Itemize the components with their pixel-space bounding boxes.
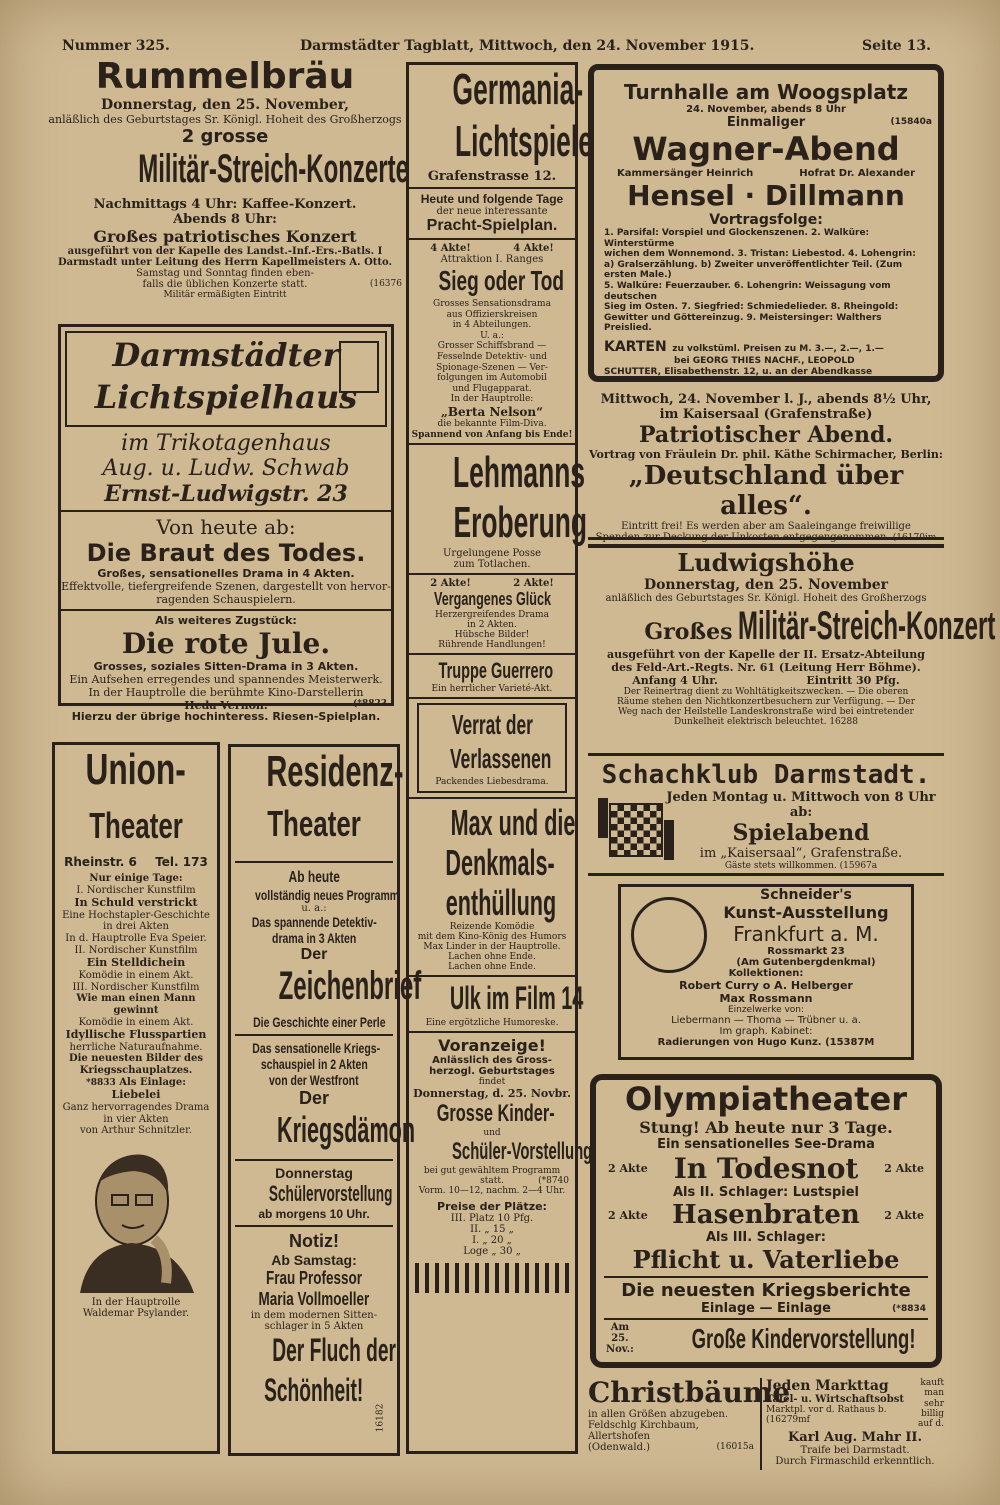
lichtspielhaus-desc-6: In der Hauptrolle die berühmte Kino-Darstellerin	[88, 686, 364, 699]
olympia-einlage: Einlage — Einlage	[701, 1301, 831, 1316]
schachklub-ad	[588, 760, 944, 876]
rummelbraeu-evening: Abends 8 Uhr:	[173, 212, 277, 227]
ludwig-title: Ludwigshöhe	[588, 544, 944, 577]
germania-z1: Voranzeige!	[438, 1036, 546, 1056]
union-ref: *8833	[86, 1078, 116, 1089]
ludwig-line-5: ausgeführt von der Kapelle der II. Ersatz-Abteilung	[607, 648, 925, 661]
lichtspielhaus-logo-2: Lichtspielhaus	[94, 378, 358, 416]
residenz-line-22: schlager in 5 Akten	[264, 1321, 364, 1332]
residenz-line-5: drama in 3 Akten	[271, 930, 357, 946]
union-film-5: Liebelei	[111, 1087, 161, 1101]
page-number: Seite 13.	[862, 38, 931, 54]
olympia-line-5: Als II. Schlager: Lustspiel	[673, 1185, 859, 1200]
rummelbraeu-grosse: 2 grosse	[181, 126, 269, 147]
patriot-line-1: Mittwoch, 24. November l. J., abends 8½ Uhr,	[600, 392, 932, 407]
turnhalle-einmaliger: Einmaliger	[726, 115, 806, 130]
schach-guests: Gäste stets willkommen.	[724, 861, 837, 871]
residenz-line-15: Schülervorstellung	[268, 1181, 393, 1206]
rummelbraeu-times: Nachmittags 4 Uhr: Kaffee-Konzert.	[93, 197, 357, 212]
union-line-7: II. Nordischer Kunstfilm	[74, 944, 198, 956]
residenz-line-1: Ab heute	[288, 869, 340, 886]
germania-s15: die bekannte Film-Diva.	[437, 419, 547, 430]
olympia-acts-3: 2 Akte	[608, 1208, 648, 1222]
schneider-names: Liebermann — Thoma — Trübner u. a.	[671, 1015, 861, 1026]
lichtspielhaus-footer: Hierzu der übrige hochinteress. Riesen-Spielplan.	[71, 710, 381, 723]
patriot-talk: „Deutschland über alles“.	[628, 461, 904, 521]
germania-acts-2a: 2 Akte!	[430, 578, 471, 590]
schneider-artists-2: Max Rossmann	[719, 992, 813, 1005]
christ-line-2: in allen Größen abzugeben.	[588, 1409, 729, 1420]
rummelbraeu-line5: Militär ermäßigten Eintritt	[163, 290, 287, 300]
germania-price-3: I. „ 20 „	[472, 1235, 512, 1247]
germania-s16: Spannend von Anfang bis Ende!	[411, 429, 573, 440]
olympiatheater-ad	[590, 1074, 942, 1368]
turnhalle-event: Wagner-Abend	[632, 130, 900, 168]
schach-spielabend: Spielabend	[732, 820, 870, 846]
portrait-caption-2: Waldemar Psylander.	[82, 1308, 190, 1320]
lichtspielhaus-desc-2: Effektvolle, tiefergreifende Szenen, dargestellt von hervor-	[61, 580, 391, 593]
germania-z5: Donnerstag, d. 25. Novbr.	[413, 1087, 571, 1101]
turnhalle-v4: 5. Walküre: Feuerzauber. 6. Lohengrin: Weissagung vom deutschen	[604, 281, 891, 302]
olympia-film-1: In Todesnot	[673, 1152, 859, 1185]
residenz-line-4: Das spannende Detektiv-	[251, 914, 377, 930]
turnhalle-k3: bei GEORG THIES NACHF., LEOPOLD	[674, 355, 855, 366]
turnhalle-title: Turnhalle am Woogsplatz	[624, 80, 908, 104]
turnhalle-k4: SCHUTTER, Elisabethenstr. 12, u. an der Abendkasse	[604, 366, 873, 377]
germania-troupe-desc: Ein herrlicher Varieté-Akt.	[431, 684, 553, 695]
union-line-15: Die neuesten Bilder des	[68, 1053, 204, 1065]
germania-s13: In der Hauptrolle:	[450, 394, 534, 405]
mahr-sign: Durch Firmaschild erkenntlich.	[775, 1455, 935, 1467]
residenz-film-1: Zeichenbrief	[278, 964, 422, 1008]
residenz-notiz: Notiz!	[289, 1231, 339, 1251]
germania-program-1: Heute und folgende Tage	[420, 192, 564, 206]
mahr-line-2: Tafel- u. Wirtschaftsobst	[766, 1394, 904, 1405]
lichtspielhaus-film-1: Die Braut des Todes.	[86, 539, 366, 567]
olympia-line-7: Als III. Schlager:	[705, 1230, 827, 1245]
patriot-line-7: Spenden zur Deckung der Unkosten entgegengenommen.	[595, 532, 890, 543]
germania-z3: herzogl. Geburtstages	[429, 1066, 555, 1078]
germania-max-3: enthüllung	[445, 882, 557, 924]
patriot-speaker: Vortrag von Fräulein Dr. phil. Käthe Schirmacher, Berlin:	[589, 448, 943, 461]
germania-z2: Anlässlich des Gross-	[432, 1055, 552, 1067]
rummelbraeu-line4: falls die üblichen Konzerte statt.	[142, 279, 308, 290]
germania-z9: bei gut gewähltem Programm	[423, 1166, 561, 1177]
residenz-line-16: ab morgens 10 Uhr.	[258, 1207, 370, 1221]
rummelbraeu-ad	[48, 56, 409, 318]
residenz-film-2: Kriegsdämon	[277, 1109, 416, 1150]
germania-s11: folgungen im Automobil	[437, 373, 547, 384]
ludwig-start: Anfang 4 Uhr.	[632, 674, 718, 687]
schach-title: Schachklub Darmstadt.	[601, 760, 931, 790]
germania-v6: Rührende Handlungen!	[438, 640, 546, 651]
union-line-21: in vier Akten	[103, 1113, 169, 1125]
germania-z8: Schüler-Vorstellung	[451, 1138, 593, 1166]
union-line-1: Nur einige Tage:	[89, 873, 183, 884]
chessboard-icon	[598, 798, 674, 862]
ludwig-line-9: Der Reinertrag dient zu Wohltätigkeitszwecken. — Die oberen	[623, 687, 909, 697]
lichtspielhaus-location-1: im Trikotagenhaus	[121, 431, 331, 456]
union-line-2: I. Nordischer Kunstfilm	[76, 884, 196, 896]
residenz-line-12: Der	[298, 1088, 329, 1108]
mahr-line-3: Marktpl. vor d. Rathaus b.	[766, 1405, 887, 1415]
rummelbraeu-line3: Samstag und Sonntag finden eben-	[136, 268, 314, 279]
germania-m8: Lachen ohne Ende.	[448, 962, 536, 973]
turnhalle-v2: wichen dem Wonnemond. 3. Tristan: Liebestod. 4. Lohengrin:	[604, 249, 916, 260]
turnhalle-karten: KARTEN	[604, 339, 667, 356]
christ-title: Christbäume	[588, 1376, 791, 1409]
union-line-22: von Arthur Schnitzler.	[80, 1125, 192, 1137]
germania-m5: mit dem Kino-König des Humors	[417, 932, 567, 943]
schneider-works: Einzelwerke von:	[727, 1005, 805, 1015]
ludwig-line-11: Weg nach der Heilstelle Landeskronstraße wird bei eintretender	[618, 707, 914, 717]
union-film-3: Wie man einen Mann gewinnt	[76, 993, 196, 1017]
patriot-line-2: im Kaisersaal (Grafenstraße)	[659, 407, 873, 422]
germania-program-3: Pracht-Spielplan.	[426, 217, 558, 234]
union-line-18: Als Einlage:	[119, 1077, 186, 1089]
rummelbraeu-line2: Darmstadt unter Leitung des Herrn Kapellmeisters A. Otto.	[58, 257, 392, 268]
residenz-line-3: u. a.:	[301, 903, 327, 914]
olympia-line-3: Ein sensationelles See-Drama	[657, 1137, 875, 1152]
residenz-line-8: Die Geschichte einer Perle	[253, 1014, 386, 1030]
turnhalle-v1: 1. Parsifal: Vorspiel und Glockenszenen. 2. Walküre: Winterstürme	[604, 228, 870, 249]
union-line-9: Komödie in einem Akt.	[78, 969, 194, 981]
germania-z10: statt.	[480, 1176, 504, 1187]
ludwig-line-12: Dunkelheit elektrisch beleuchtet.	[674, 717, 827, 727]
ludwig-line-6: des Feld-Art.-Regts. Nr. 61 (Leitung Herr Böhme).	[611, 661, 921, 674]
lichtspielhaus-desc-4: Grosses, soziales Sitten-Drama in 3 Akten.	[93, 660, 359, 673]
turnhalle-program: Vortragsfolge:	[709, 212, 823, 228]
ludwig-grosses: Großes	[644, 619, 733, 645]
olympia-acts-4: 2 Akte	[884, 1208, 924, 1222]
germania-s9: Fesselnde Detektiv- und	[436, 352, 548, 363]
germania-ulk: Ulk im Film 14	[449, 980, 584, 1017]
residenz-line-14: Donnerstag	[275, 1165, 353, 1181]
turnhalle-ref: (15840a	[890, 117, 932, 127]
germania-l3: Urgelungene Posse	[443, 548, 541, 560]
residenz-ref: 16182	[375, 1403, 386, 1433]
actor-portrait	[74, 1143, 198, 1293]
germania-max-1: Max und die	[450, 802, 576, 844]
germania-m6: Max Linder in der Hauptrolle.	[423, 942, 561, 953]
residenz-line-10: schauspiel in 2 Akten	[260, 1056, 368, 1072]
turnhalle-performer-1: Kammersänger Heinrich	[616, 168, 754, 179]
germania-v5: Hübsche Bilder!	[454, 630, 530, 641]
lichtspielhaus-film-2: Die rote Jule.	[121, 627, 331, 660]
schneider-ref: (15387M	[825, 1037, 875, 1048]
ludwig-ref: 16288	[829, 717, 858, 727]
ludwig-concert: Militär-Streich-Konzert	[737, 604, 995, 648]
germania-ulk-desc: Eine ergötzliche Humoreske.	[425, 1018, 559, 1029]
schneider-collections: Kollektionen:	[728, 968, 804, 979]
germania-verrat-1: Verrat der	[451, 709, 533, 741]
germania-m4: Reizende Komödie	[449, 922, 535, 933]
germania-max-2: Denkmals-	[445, 842, 555, 884]
schneider-city: Frankfurt a. M.	[733, 922, 879, 946]
mahr-line-1: Jeden Markttag	[766, 1378, 889, 1394]
schach-location: im „Kaisersaal“, Grafenstraße.	[699, 846, 903, 861]
germania-m7: Lachen ohne Ende.	[448, 952, 536, 963]
rummelbraeu-occasion: anläßlich des Geburtstages Sr. Königl. Hoheit des Großherzogs	[48, 113, 402, 126]
wreath-emblem-icon	[631, 897, 707, 973]
union-film-2: Ein Stelldichein	[86, 955, 186, 969]
germania-film-1: Sieg oder Tod	[438, 265, 565, 296]
residenz-line-18: Ab Samstag:	[271, 1252, 357, 1268]
germania-s10: Spionage-Szenen — Ver-	[436, 362, 548, 373]
patriot-line-6: Eintritt frei! Es werden aber am Saaleingange freiwillige	[621, 521, 911, 532]
turnhalle-names: Hensel · Dillmann	[627, 179, 905, 212]
germania-title-1: Germania-	[452, 65, 584, 114]
ornament-border-icon	[415, 1263, 569, 1293]
germania-z6: Grosse Kinder-	[436, 1100, 555, 1128]
union-line-5: in drei Akten	[103, 921, 169, 933]
patriot-title: Patriotischer Abend.	[638, 422, 894, 448]
lichtspielhaus-location-2: Aug. u. Ludw. Schwab	[102, 456, 350, 481]
lichtspielhaus-desc-3: ragenden Schauspielern.	[156, 593, 296, 606]
olympia-acts-2: 2 Akte	[884, 1162, 924, 1175]
mahr-side-1: kauft man	[920, 1378, 944, 1399]
masthead-date: Darmstädter Tagblatt, Mittwoch, den 24. November 1915.	[300, 38, 755, 54]
rummelbraeu-ref: (16376	[369, 279, 402, 289]
turnhalle-v3: a) Gralserzählung. b) Zweiter unveröffentlichter Teil. (Zum ersten Male.)	[604, 259, 903, 281]
germania-z4: findet	[478, 1077, 506, 1088]
residenz-line-21: in dem modernen Sitten-	[250, 1310, 378, 1321]
germania-verrat-desc: Packendes Liebesdrama.	[435, 777, 549, 788]
germania-lehmann-2: Eroberung	[453, 498, 587, 548]
lichtspielhaus-from: Von heute ab:	[156, 515, 296, 539]
union-phone: Tel. 173	[155, 855, 208, 869]
ludwig-price: Eintritt 30 Pfg.	[806, 674, 900, 687]
germania-v4: in 2 Akten.	[467, 620, 517, 631]
union-line-16: Kriegsschauplatzes.	[79, 1065, 193, 1077]
schneider-address: Rossmarkt 23	[767, 946, 845, 957]
germania-s5: aus Offizierskreisen	[446, 309, 538, 320]
germania-attraction: Attraktion I. Ranges	[440, 254, 544, 265]
olympia-am: Am	[610, 1322, 630, 1333]
union-title-2: Theater	[89, 805, 183, 846]
union-film-4: Idyllische Flusspartien	[65, 1027, 207, 1041]
germania-troupe: Truppe Guerrero	[438, 658, 554, 684]
schach-ref: (15967a	[839, 861, 878, 871]
schneider-landmark: (Am Gutenbergdenkmal)	[736, 957, 876, 968]
olympia-acts-1: 2 Akte	[608, 1162, 648, 1175]
union-line-20: Ganz hervorragendes Drama	[62, 1101, 210, 1113]
schneider-title-1: Schneider's	[760, 887, 852, 903]
germania-s8: Grosser Schiffsbrand —	[437, 341, 547, 352]
union-address: Rheinstr. 6	[64, 855, 137, 869]
residenz-title-2: Theater	[267, 803, 361, 844]
residenz-line-6: Der	[300, 946, 328, 963]
mahr-side-2: sehr billig	[920, 1398, 944, 1420]
residenz-theater-ad	[228, 744, 422, 1456]
lichtspielhaus-further: Als weiteres Zugstück:	[155, 614, 297, 627]
ludwigshoehe-ad	[588, 544, 995, 756]
germania-s7: U. a.:	[480, 330, 504, 341]
union-film-1: In Schuld verstrickt	[74, 895, 198, 909]
germania-lehmann-1: Lehmanns	[453, 448, 586, 498]
germania-program-2: der neue interessante	[436, 206, 548, 217]
residenz-line-2: vollständig neues Programm	[255, 887, 400, 903]
olympia-title: Olympiatheater	[625, 1080, 907, 1118]
olympia-film-2: Hasenbraten	[672, 1200, 860, 1230]
union-theater-ad	[52, 742, 220, 1454]
schneider-etchings: Radierungen von Hugo Kunz.	[657, 1037, 822, 1048]
lichtspielhaus-location-3: Ernst-Ludwigstr. 23	[104, 481, 348, 507]
schneider-artists-1: Robert Curry o A. Helberger	[679, 979, 853, 992]
residenz-line-19: Frau Professor	[265, 1268, 363, 1288]
lichtspielhaus-star: Heda Vernon.	[184, 699, 268, 712]
christ-line-3: Feldschlg Kirchbaum, Allertshofen	[588, 1420, 699, 1442]
union-line-4: Eine Hochstapler-Geschichte	[62, 909, 210, 921]
germania-z12: Vorm. 10—12, nachm. 2—4 Uhr.	[418, 1186, 566, 1197]
lichtspielhaus-ref: (*8823	[352, 699, 387, 709]
germania-z7: und	[483, 1128, 501, 1139]
rummelbraeu-concert: Militär-Streich-Konzerte	[138, 147, 409, 191]
lichtspielhaus-ad	[58, 324, 394, 712]
germania-s4: Grosses Sensationsdrama	[433, 299, 551, 309]
turnhalle-v6: Gewitter und Göttereinzug. 9. Meistersinger: Walthers Preislied.	[604, 312, 882, 334]
germania-price-2: II. „ 15 „	[470, 1224, 514, 1236]
turnhalle-k2: zu volkstüml. Preisen zu M. 3.—, 2.—, 1.—	[672, 344, 884, 355]
ludwig-line-10: Räume stehen den Nichtkonzertbesuchern zur Verfügung. — Der	[616, 697, 916, 707]
schach-schedule: Jeden Montag u. Mittwoch von 8 Uhr ab:	[666, 790, 936, 820]
germania-film-2: Vergangenes Glück	[434, 589, 552, 610]
germania-acts-2b: 2 Akte!	[513, 578, 554, 590]
schneider-title-2: Kunst-Ausstellung	[723, 903, 889, 922]
germania-s14: „Berta Nelson“	[440, 405, 544, 420]
union-line-6: In d. Hauptrolle Eva Speier.	[65, 933, 207, 945]
ludwig-occasion: anläßlich des Geburtstages Sr. Königl. Hoheit des Großherzogs	[605, 593, 927, 604]
rummelbraeu-patriot: Großes patriotisches Konzert	[93, 227, 357, 246]
rummelbraeu-title: Rummelbräu	[95, 56, 355, 97]
portrait-caption-1: In der Hauptrolle	[91, 1297, 181, 1309]
germania-prices: Preise der Plätze:	[437, 1200, 547, 1214]
turnhalle-performer-2: Hofrat Dr. Alexander	[799, 168, 916, 179]
germania-z11: (*8740	[538, 1176, 569, 1187]
residenz-film-3-a: Der Fluch der	[272, 1332, 397, 1368]
union-line-14: herrliche Naturaufnahme.	[69, 1041, 203, 1053]
germania-address: Grafenstrasse 12.	[427, 169, 557, 184]
turnhalle-ad	[588, 64, 944, 382]
residenz-line-9: Das sensationelle Kriegs-	[252, 1040, 381, 1056]
mahr-side-3: auf d.	[918, 1419, 944, 1430]
olympia-war-reports: Die neuesten Kriegsberichte	[621, 1280, 911, 1301]
turnhalle-v5: Sieg im Osten. 7. Siegfried: Schmiedelieder. 8. Rheingold:	[604, 302, 899, 313]
mahr-ref: (16279mf	[766, 1415, 811, 1425]
union-line-10: III. Nordischer Kunstfilm	[72, 981, 200, 993]
germania-acts-1a: 4 Akte!	[430, 243, 471, 254]
lichtspielhaus-logo-1: Darmstädter	[112, 336, 340, 374]
lichtspielhaus-desc-1: Großes, sensationelles Drama in 4 Akten.	[97, 567, 355, 580]
germania-s12: und Flugapparat.	[452, 383, 532, 394]
schneider-cabinet: Im graph. Kabinet:	[719, 1026, 813, 1037]
germania-lichtspiele-ad	[406, 62, 593, 1454]
residenz-line-20: Maria Vollmoeller	[258, 1289, 370, 1309]
residenz-film-3-b: Schönheit!	[264, 1372, 364, 1408]
germania-title-2: Lichtspiele	[454, 117, 593, 166]
germania-price-4: Loge „ 30 „	[463, 1246, 521, 1258]
union-title-1: Union-	[85, 745, 187, 794]
residenz-title-1: Residenz-	[266, 747, 404, 796]
schneider-ad	[618, 884, 914, 1060]
residenz-line-11: von der Westfront	[269, 1072, 359, 1088]
germania-price-1: III. Platz 10 Pfg.	[450, 1213, 534, 1225]
olympia-line-2: Stung! Ab heute nur 3 Tage.	[639, 1118, 893, 1137]
christ-line-4: (Odenwald.)	[588, 1442, 651, 1453]
mahr-name: Karl Aug. Mahr II.	[787, 1429, 923, 1445]
germania-l4: zum Totlachen.	[453, 559, 531, 571]
germania-v3: Herzergreifendes Drama	[435, 610, 549, 621]
ludwig-date: Donnerstag, den 25. November	[643, 577, 889, 593]
mahr-ad	[760, 1378, 944, 1470]
olympia-film-3: Pflicht u. Vaterliebe	[632, 1245, 900, 1274]
turnhalle-date: 24. November, abends 8 Uhr	[686, 104, 846, 115]
union-line-12: Komödie in einem Akt.	[78, 1016, 194, 1028]
olympia-kids-show: Große Kindervorstellung!	[691, 1322, 916, 1354]
patriotischer-abend-ad	[588, 392, 944, 543]
germania-s6: in 4 Abteilungen.	[452, 320, 532, 331]
lichtspielhaus-desc-5: Ein Aufsehen erregendes und spannendes Meisterwerk.	[69, 673, 383, 686]
olympia-date: 25. Nov.:	[606, 1333, 634, 1355]
rummelbraeu-line1: ausgeführt von der Kapelle des Landst.-Inf.-Ers.-Batls. I	[67, 246, 383, 257]
germania-verrat-2: Verlassenen	[450, 743, 552, 775]
mahr-place: Traife bei Darmstadt.	[800, 1444, 910, 1456]
patriot-ref: (16170im	[892, 533, 937, 543]
olympia-ref: (*8834	[892, 1304, 926, 1314]
germania-acts-1b: 4 Akte!	[513, 243, 554, 254]
issue-number: Nummer 325.	[62, 38, 170, 54]
rummelbraeu-date: Donnerstag, den 25. November,	[101, 97, 349, 113]
christ-ref: (16015a	[716, 1442, 754, 1452]
lion-crest-icon	[339, 341, 379, 393]
portrait-illustration-icon	[74, 1143, 198, 1293]
